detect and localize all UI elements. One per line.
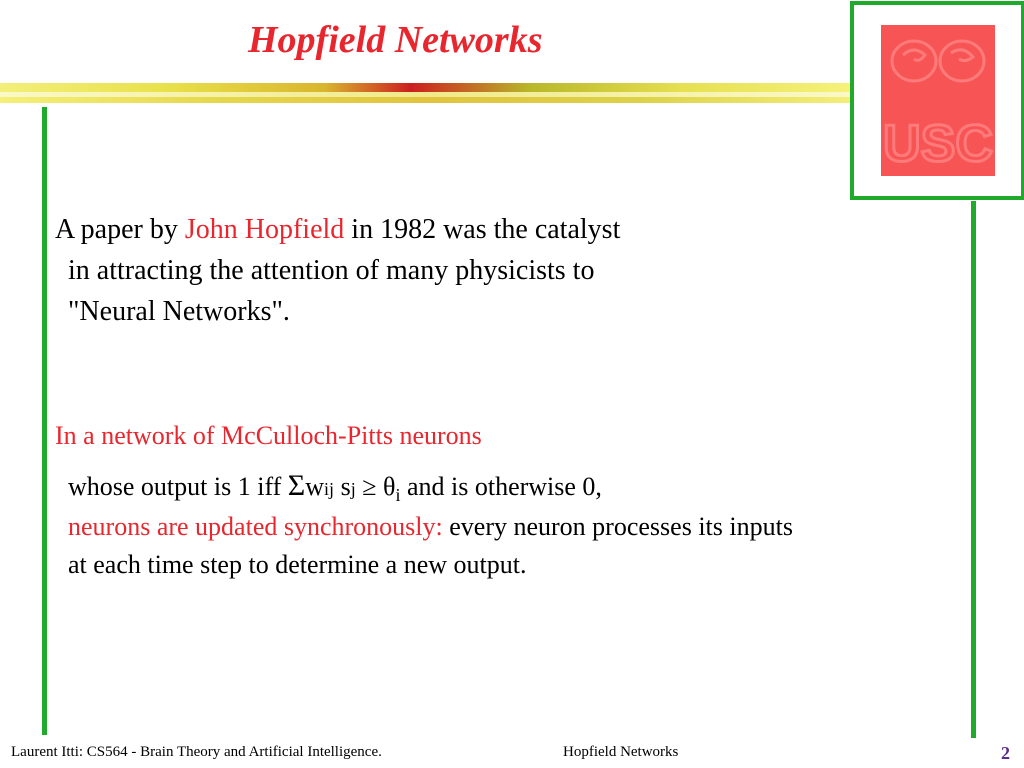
threshold-formula-line	[68, 469, 602, 506]
title-stripe-top	[0, 83, 855, 92]
mcculloch-pitts-heading: In a network of McCulloch-Pitts neurons	[55, 421, 482, 450]
intro-line-3: "Neural Networks".	[68, 296, 290, 327]
sigma-symbol: Σ	[287, 469, 306, 502]
weight-subscript: ij	[324, 479, 335, 499]
formula-text: whose output is 1 iff	[68, 472, 288, 501]
theta-subscript: i	[395, 485, 401, 506]
synchronous-update-line	[68, 512, 793, 542]
intro-paragraph	[55, 209, 620, 332]
formula-text: and is otherwise 0,	[400, 472, 602, 501]
weight-symbol: w	[305, 472, 325, 501]
title-stripe-bottom	[0, 97, 855, 103]
state-subscript: j	[350, 479, 356, 499]
john-hopfield-name: John Hopfield	[184, 214, 345, 245]
intro-line-2: in attracting the attention of many physicists to	[68, 255, 595, 286]
intro-text: in 1982 was the catalyst	[344, 214, 621, 245]
intro-text: A paper by	[55, 214, 185, 245]
footer-course: Laurent Itti: CS564 - Brain Theory and Artificial Intelligence.	[11, 744, 382, 760]
slide-title: Hopfield Networks	[248, 19, 543, 61]
usc-logo-graphic	[881, 25, 995, 176]
time-step-line: at each time step to determine a new output.	[68, 550, 527, 579]
synchronous-update-text: every neuron processes its inputs	[442, 512, 793, 541]
page-number: 2	[1001, 743, 1010, 763]
usc-logo-icon	[881, 25, 995, 176]
intro-line-1	[55, 209, 620, 250]
theta-symbol: θ	[382, 472, 396, 501]
left-vertical-rule	[42, 107, 47, 735]
state-symbol: s	[334, 472, 351, 501]
footer-title: Hopfield Networks	[563, 744, 679, 760]
right-vertical-rule	[971, 201, 976, 738]
logo-text: USC	[883, 115, 993, 173]
logo-frame	[850, 1, 1024, 200]
synchronous-update-label: neurons are updated synchronously:	[68, 512, 443, 541]
geq-symbol: ≥	[355, 472, 383, 501]
